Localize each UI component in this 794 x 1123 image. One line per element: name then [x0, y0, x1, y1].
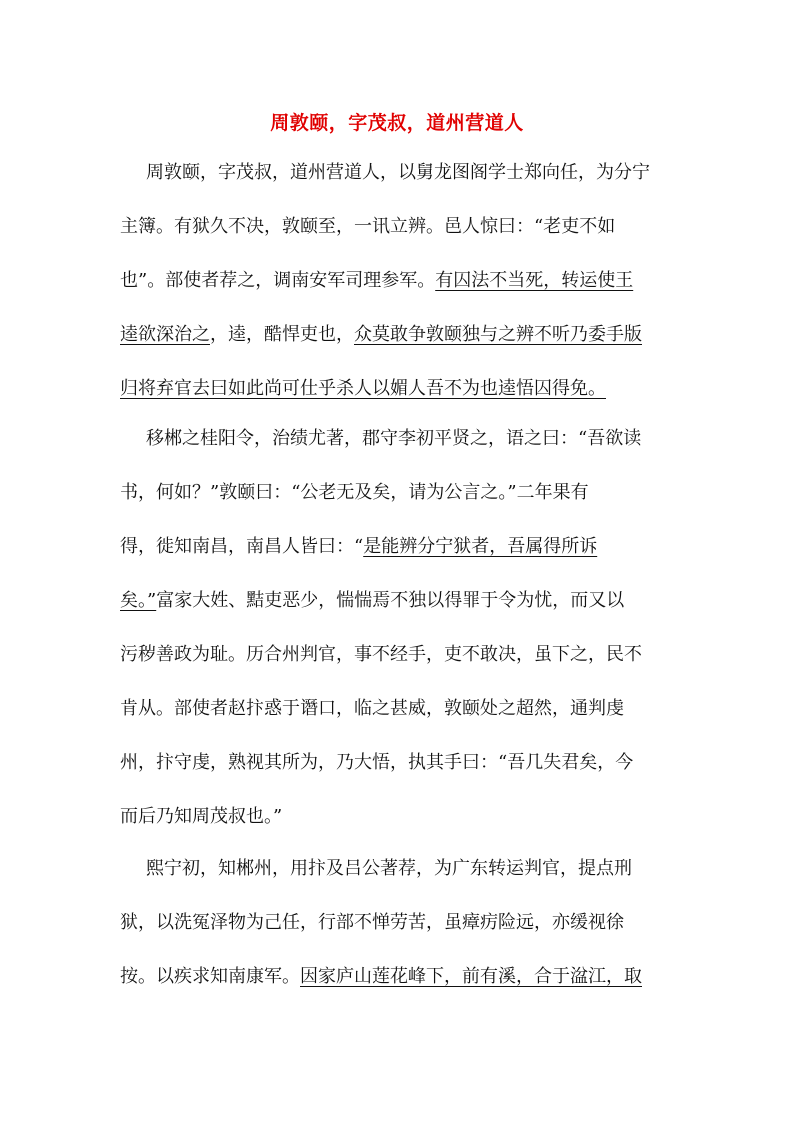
text-segment: 狱，以洗冤泽物为己任，行部不惮劳苦，虽瘴疠险远，亦缓视徐	[120, 912, 624, 933]
text-line	[120, 642, 680, 668]
text-line	[120, 750, 680, 776]
page-title: 周敦颐，字茂叔，道州营道人	[270, 112, 524, 134]
text-line	[120, 964, 680, 990]
text-line	[120, 214, 680, 240]
text-line	[120, 322, 680, 348]
text-segment: 熙宁初，知郴州，用抃及吕公著荐，为广东转运判官，提点刑	[146, 858, 632, 879]
text-segment: 得，徙知南昌，南昌人皆曰：“	[120, 536, 364, 557]
underlined-text-segment: 有囚法不当死，转运使王	[435, 270, 634, 291]
text-line	[120, 480, 680, 506]
text-segment: 州，抃守虔，熟视其所为，乃大悟，执其手曰：“吾几失君矣，今	[120, 752, 634, 773]
text-segment: 富家大姓、黠吏恶少，惴惴焉不独以得罪于令为忧，而又以	[156, 590, 625, 611]
text-line	[120, 588, 680, 614]
text-segment: 书，何如？”敦颐曰：“公老无及矣，请为公言之。”二年果有	[120, 482, 589, 503]
text-segment: 肯从。部使者赵抃惑于谮口，临之甚威，敦颐处之超然，通判虔	[120, 698, 624, 719]
text-segment: 移郴之桂阳令，治绩尤著，郡守李初平贤之，语之曰：“吾欲读	[146, 428, 642, 449]
text-line	[146, 160, 706, 186]
underlined-text-segment: 因家庐山莲花峰下，前有溪，合于湓江，取	[300, 966, 642, 987]
text-segment: 而后乃知周茂叔也。”	[120, 806, 283, 827]
text-line	[120, 910, 680, 936]
text-segment: 主簿。有狱久不决，敦颐至，一讯立辨。邑人惊曰：“老吏不如	[120, 216, 616, 237]
text-line	[120, 534, 680, 560]
text-segment: 周敦颐，字茂叔，道州营道人，以舅龙图阁学士郑向任，为分宁	[146, 162, 650, 183]
text-line	[146, 856, 706, 882]
text-segment: 污秽善政为耻。历合州判官，事不经手，吏不敢决，虽下之，民不	[120, 644, 642, 665]
text-segment: ，逵，酷悍吏也，	[210, 324, 354, 345]
text-line	[146, 426, 706, 452]
underlined-text-segment: 众莫敢争敦颐独与之辨不听乃委手版	[354, 324, 642, 345]
underlined-text-segment: 是能辨分宁狱者，吾属得所诉	[363, 536, 598, 557]
text-line	[120, 696, 680, 722]
underlined-text-segment: 逵欲深治之	[120, 324, 210, 345]
text-line	[120, 804, 680, 830]
text-line	[120, 376, 680, 402]
text-line	[120, 268, 680, 294]
text-segment: 按。以疾求知南康军。	[120, 966, 300, 987]
underlined-text-segment: 归将弃官去曰如此尚可仕乎杀人以媚人吾不为也逵悟囚得免。	[120, 378, 606, 399]
underlined-text-segment: 矣。”	[120, 590, 157, 611]
text-segment: 也”。部使者荐之，调南安军司理参军。	[120, 270, 436, 291]
